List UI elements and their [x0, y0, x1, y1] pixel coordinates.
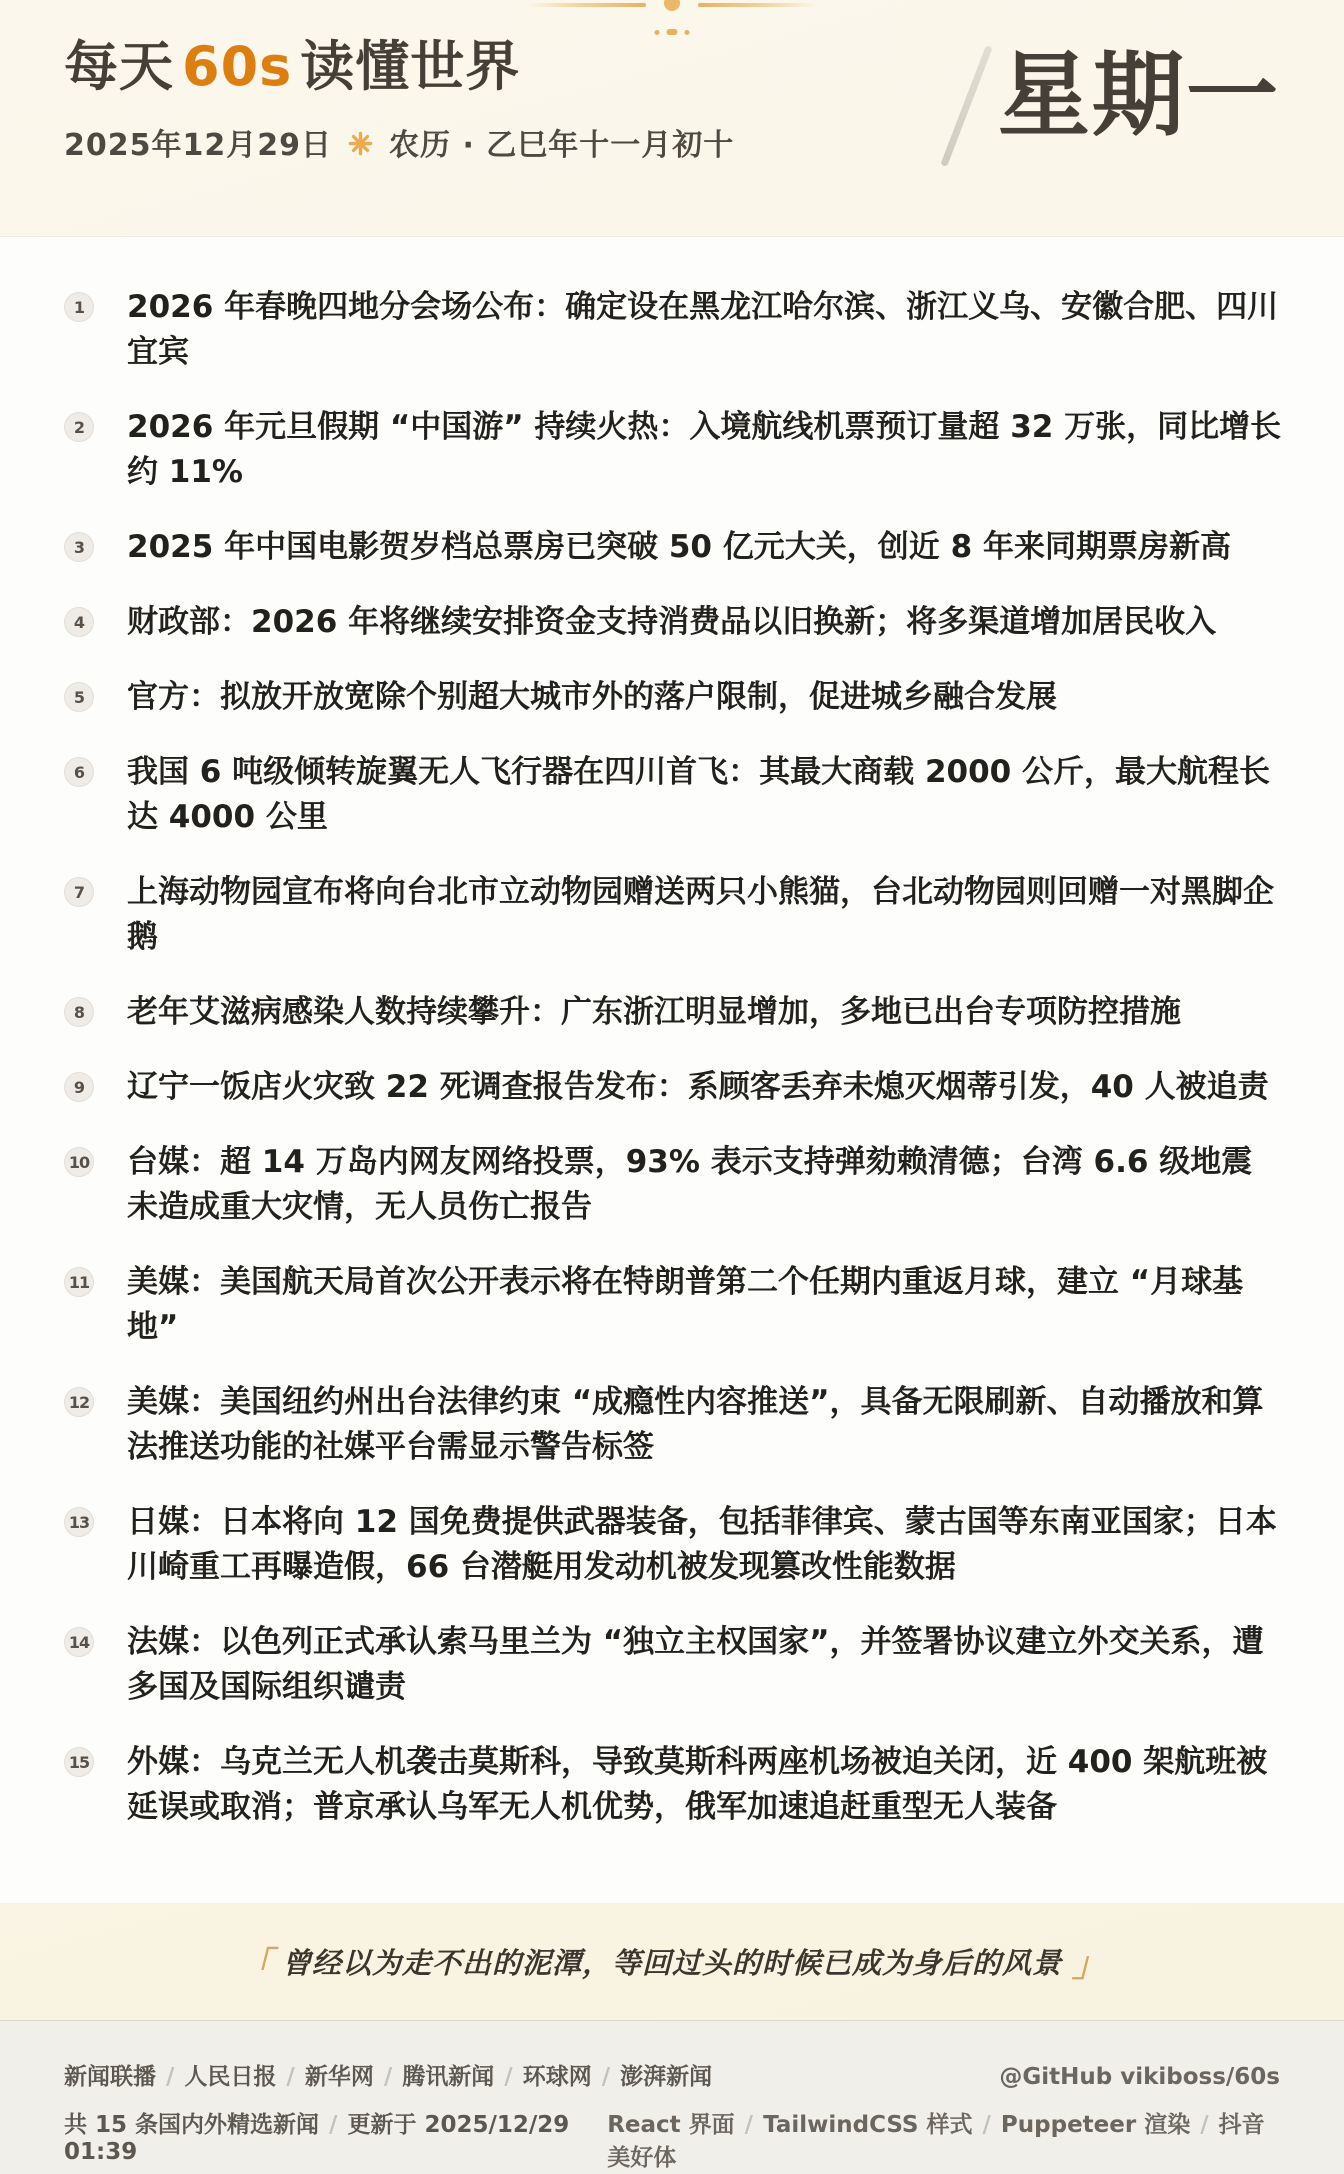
header [0, 0, 1344, 236]
news-item [64, 285, 1282, 375]
news-item [64, 405, 1282, 495]
news-item-text: 我国 6 吨级倾转旋翼无人飞行器在四川首飞：其最大商载 2000 公斤，最大航程长达 4000 公里 [127, 754, 1271, 835]
news-item-badge [64, 997, 94, 1027]
quote-open-bracket: 「 [237, 1945, 272, 1985]
news-item-badge [64, 1747, 94, 1777]
footer-sources [64, 2058, 712, 2091]
footer-source: 澎湃新闻 [620, 2064, 713, 2090]
news-item [64, 750, 1282, 840]
news-item-text: 2025 年中国电影贺岁档总票房已突破 50 亿元大关，创近 8 年来同期票房新高 [127, 529, 1231, 565]
news-item-badge [64, 1267, 94, 1297]
header-left [64, 36, 734, 164]
news-item-badge [64, 607, 94, 637]
header-ornament-icon [0, 0, 1344, 44]
news-item-number: 6 [73, 762, 85, 782]
separator: / [278, 2064, 303, 2090]
news-item-number: 9 [73, 1077, 85, 1097]
news-item [64, 1380, 1282, 1470]
quote-section [0, 1903, 1344, 2020]
slash-divider-icon [940, 45, 992, 167]
news-item [64, 525, 1282, 570]
ornament-circle-icon [664, 0, 680, 11]
news-item [64, 1260, 1282, 1350]
news-item-badge [64, 412, 94, 442]
news-item [64, 990, 1282, 1035]
footer-meta-item: 更新于 2025/12/29 01:39 [64, 2112, 570, 2165]
news-item-text: 2026 年春晚四地分会场公布：确定设在黑龙江哈尔滨、浙江义乌、安徽合肥、四川宜宾 [127, 289, 1279, 370]
separator: / [1192, 2112, 1217, 2138]
news-item-number: 15 [68, 1752, 90, 1772]
separator: / [496, 2064, 521, 2090]
footer-tech-item: React 界面 [607, 2112, 735, 2138]
footer-row-2 [64, 2106, 1280, 2172]
separator: / [736, 2112, 762, 2138]
news-item-badge [64, 757, 94, 787]
news-card [0, 236, 1344, 1903]
news-item [64, 1620, 1282, 1710]
news-item-number: 14 [68, 1632, 90, 1652]
quote-text: 曾经以为走不出的泥潭，等回过头的时候已成为身后的风景 [281, 1946, 1062, 1980]
title-prefix: 每天 [64, 35, 174, 98]
news-item-badge [64, 877, 94, 907]
footer-source: 新闻联播 [64, 2064, 156, 2090]
ornament-dots-icon [655, 29, 690, 35]
footer-tech-item: 抖音美好体 [607, 2112, 1265, 2171]
news-item-number: 4 [73, 612, 85, 632]
separator: / [375, 2064, 401, 2090]
news-item-text: 外媒：乌克兰无人机袭击莫斯科，导致莫斯科两座机场被迫关闭，近 400 架航班被延误或取消；普京承认乌军无人机优势，俄军加速追赶重型无人装备 [127, 1744, 1268, 1825]
news-item-text: 法媒：以色列正式承认索马里兰为 “独立主权国家”，并签署协议建立外交关系，遭多国及国际组织谴责 [127, 1624, 1264, 1705]
news-item-text: 官方：拟放开放宽除个别超大城市外的落户限制，促进城乡融合发展 [127, 679, 1057, 715]
news-item-text: 老年艾滋病感染人数持续攀升：广东浙江明显增加，多地已出台专项防控措施 [127, 994, 1181, 1030]
news-item-number: 10 [68, 1152, 90, 1172]
news-item-text: 日媒：日本将向 12 国免费提供武器装备，包括菲律宾、蒙古国等东南亚国家；日本川崎重工再曝造假，66 台潜艇用发动机被发现篡改性能数据 [127, 1504, 1277, 1585]
news-item-text: 美媒：美国航天局首次公开表示将在特朗普第二个任期内重返月球，建立 “月球基地” [127, 1264, 1244, 1345]
footer-source: 人民日报 [184, 2064, 277, 2090]
title-suffix: 读懂世界 [300, 35, 521, 98]
news-item-number: 11 [68, 1272, 90, 1292]
lunar-date-text: 农历 · 乙巳年十一月初十 [389, 128, 735, 164]
footer-source: 环球网 [522, 2064, 592, 2090]
news-item-badge [64, 1147, 94, 1177]
news-item-text: 辽宁一饭店火灾致 22 死调查报告发布：系顾客丢弃未熄灭烟蒂引发，40 人被追责 [127, 1069, 1269, 1105]
separator: / [974, 2112, 999, 2138]
news-list [64, 285, 1282, 1830]
news-item [64, 1065, 1282, 1110]
footer-tech [607, 2106, 1280, 2172]
news-item [64, 1500, 1282, 1590]
news-item-text: 财政部：2026 年将继续安排资金支持消费品以旧换新；将多渠道增加居民收入 [127, 604, 1217, 640]
news-item [64, 600, 1282, 645]
news-item-badge [64, 1072, 94, 1102]
news-item-text: 美媒：美国纽约州出台法律约束 “成瘾性内容推送”，具备无限刷新、自动播放和算法推送功能的社媒平台需显示警告标签 [127, 1384, 1264, 1465]
footer-source: 新华网 [304, 2064, 374, 2090]
news-item-number: 8 [73, 1002, 85, 1022]
news-item-number: 13 [68, 1512, 90, 1532]
ornament-line-right [698, 3, 816, 7]
news-item [64, 1140, 1282, 1230]
news-item [64, 1740, 1282, 1830]
news-item-text: 上海动物园宣布将向台北市立动物园赠送两只小熊猫，台北动物园则回赠一对黑脚企鹅 [127, 874, 1274, 955]
news-item [64, 675, 1282, 720]
page-title [64, 36, 734, 98]
news-item-badge [64, 1627, 94, 1657]
date-text: 2025年12月29日 [64, 128, 332, 164]
news-item-text: 2026 年元旦假期 “中国游” 持续火热：入境航线机票预订量超 32 万张，同比增长约 11% [127, 409, 1282, 490]
news-item-number: 12 [68, 1392, 90, 1412]
footer-meta [64, 2106, 607, 2165]
date-row [64, 120, 734, 164]
weekday-label: 星期一 [997, 42, 1280, 149]
news-item-number: 7 [73, 882, 85, 902]
separator: / [321, 2112, 346, 2138]
quote-close-bracket: 」 [1072, 1945, 1106, 1985]
news-item-badge [64, 1507, 94, 1537]
news-item-number: 3 [73, 537, 85, 557]
footer-row-1 [64, 2058, 1280, 2091]
footer-tech-item: Puppeteer 渲染 [1000, 2112, 1191, 2138]
header-right [963, 36, 1280, 170]
separator: / [158, 2064, 183, 2090]
news-item-number: 2 [73, 417, 85, 437]
news-item-badge [64, 532, 94, 562]
news-item-badge [64, 682, 94, 712]
ornament-line-left [528, 3, 646, 7]
footer-tech-item: TailwindCSS 样式 [763, 2112, 973, 2138]
news-item-badge [64, 292, 94, 322]
news-item-text: 台媒：超 14 万岛内网友网络投票，93% 表示支持弹劾赖清德；台湾 6.6 级地震未造成重大灾情，无人员伤亡报告 [127, 1144, 1253, 1225]
footer-meta-item: 共 15 条国内外精选新闻 [64, 2112, 320, 2138]
separator: / [593, 2064, 619, 2090]
footer [0, 2020, 1344, 2174]
asterisk-icon [347, 130, 374, 157]
footer-source: 腾讯新闻 [402, 2064, 495, 2090]
news-item [64, 870, 1282, 960]
title-highlight: 60s [182, 35, 293, 98]
news-item-number: 5 [73, 687, 85, 707]
news-item-number: 1 [73, 297, 85, 317]
news-item-badge [64, 1387, 94, 1417]
footer-github-handle: @GitHub vikiboss/60s [999, 2064, 1280, 2090]
